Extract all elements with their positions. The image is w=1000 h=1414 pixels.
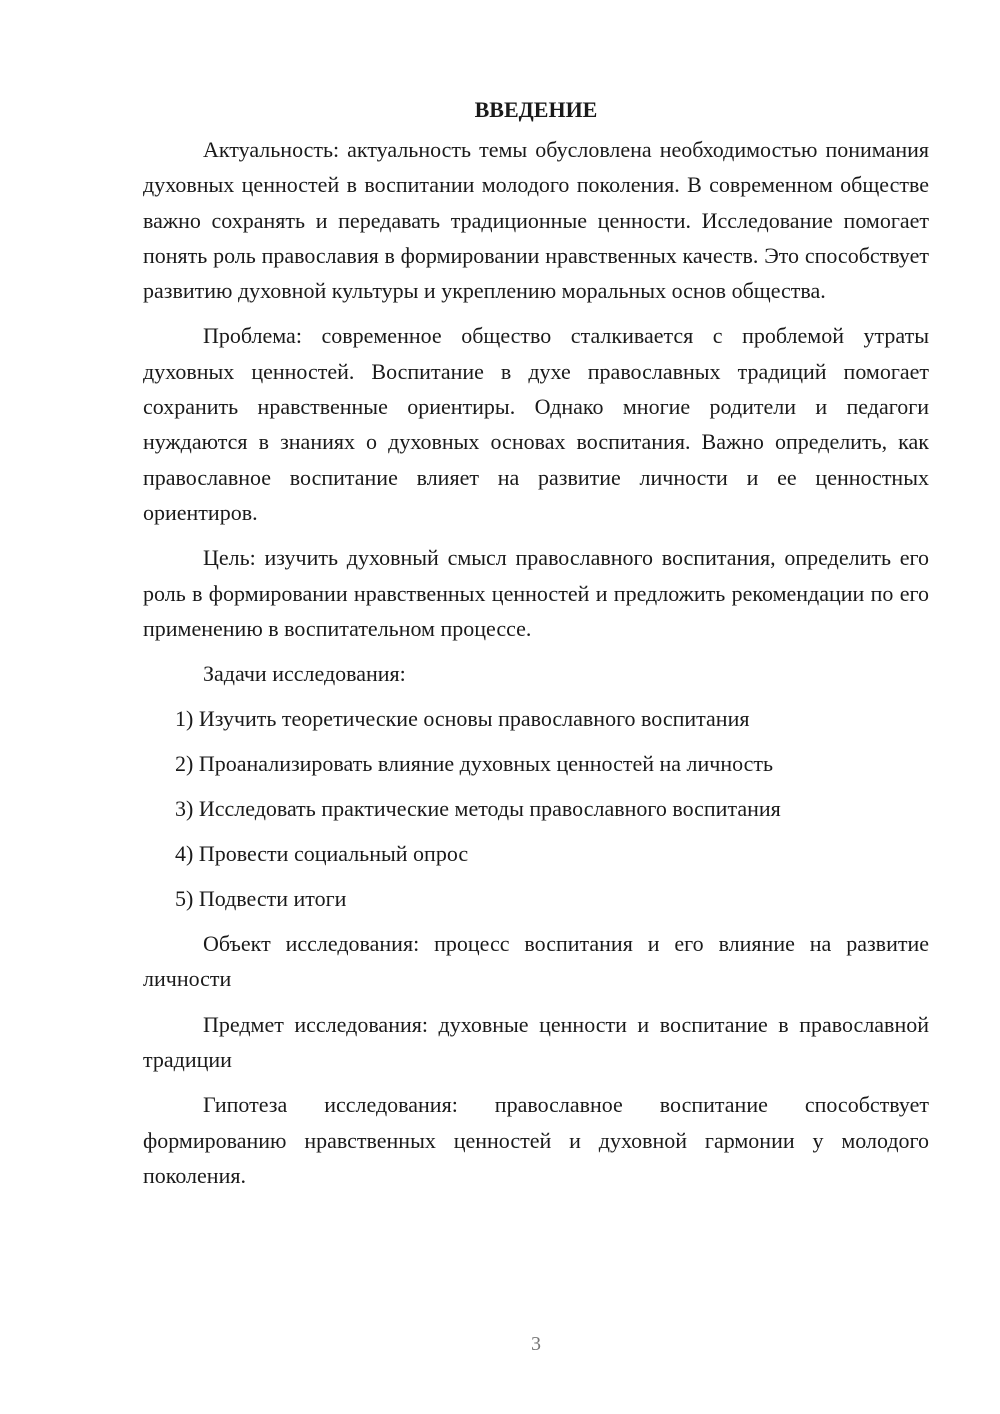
subject-paragraph: Предмет исследования: духовные ценности и воспитание в православной традиции bbox=[143, 1011, 929, 1073]
list-item: 4) Провести социальный опрос bbox=[175, 841, 469, 867]
list-item: 1) Изучить теоретические основы православного воспитания bbox=[175, 706, 750, 732]
list-item: 5) Подвести итоги bbox=[175, 886, 347, 912]
tasks-list bbox=[143, 701, 929, 916]
relevance-paragraph: Актуальность: актуальность темы обусловлена необходимостью понимания духовных ценностей в воспитании молодого поколения. В современном обществе важно сохранять и передавать традиционные ценности. Исследование помогает понять роль православия в формировании нравственных качеств. Это способствует развитию духовной культуры и укреплению моральных основ общества. bbox=[143, 137, 929, 304]
hypothesis-paragraph: Гипотеза исследования: православное воспитание способствует формированию нравственных ценностей и духовной гармонии у молодого поколения. bbox=[143, 1092, 929, 1188]
tasks-heading: Задачи исследования: bbox=[203, 661, 406, 687]
list-item: 3) Исследовать практические методы православного воспитания bbox=[175, 796, 781, 822]
goal-paragraph: Цель: изучить духовный смысл православного воспитания, определить его роль в формировании нравственных ценностей и предложить рекомендации по его применению в воспитательном процессе. bbox=[143, 545, 929, 641]
document-page bbox=[143, 92, 929, 1203]
object-paragraph: Объект исследования: процесс воспитания и его влияние на развитие личности bbox=[143, 931, 929, 992]
page-number: 3 bbox=[531, 1333, 541, 1355]
problem-paragraph: Проблема: современное общество сталкивается с проблемой утраты духовных ценностей. Воспитание в духе православных традиций помогает сохранить нравственные ориентиры. Однако многие родители и педагоги нуждаются в знаниях о духовных основах воспитания. Важно определить, как православное воспитание влияет на развитие личности и ее ценностных ориентиров. bbox=[143, 323, 929, 525]
page-title: ВВЕДЕНИЕ bbox=[474, 97, 598, 122]
list-item: 2) Проанализировать влияние духовных ценностей на личность bbox=[175, 751, 774, 777]
